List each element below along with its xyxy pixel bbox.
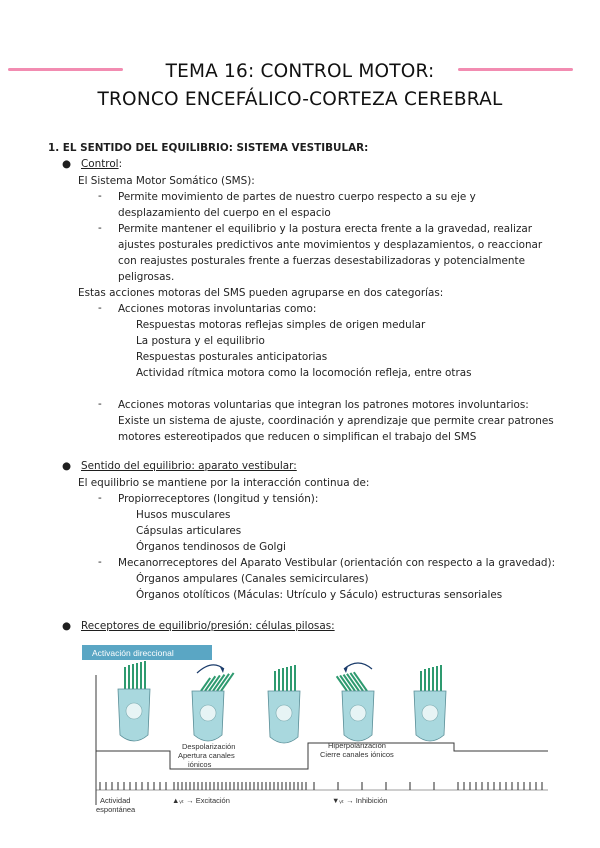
mechano-item: Órganos otolíticos (Máculas: Utrículo y Sáculo) estructuras sensoriales [136,589,503,601]
dash-marker: - [98,222,102,234]
hair-cell-4 [336,663,374,741]
voluntary-line-1: Acciones motoras voluntarias que integran los patrones motores involuntarios: [118,399,529,411]
voluntary-line-3: motores estereotipados que reducen o simplifican el trabajo del SMS [118,431,477,443]
control-item-2-line-3: con reajustes posturales frente a fuerzas desestabilizadoras y potencialmente [118,255,525,267]
involuntary-label: Acciones motoras involuntarias como: [118,303,317,315]
spike-train [100,782,542,790]
control-intro: El Sistema Motor Somático (SMS): [78,175,255,187]
involuntary-item: Respuestas posturales anticipatorias [136,351,328,363]
proprio-item: Cápsulas articulares [136,525,242,537]
depol-label: Apertura canales [178,751,235,760]
bullet-control-label: Control [81,158,119,170]
bullet-dot: ● [62,158,72,170]
page-title-line1: TEMA 16: CONTROL MOTOR: [165,61,435,82]
control-item-1-line-2: desplazamiento del cuerpo en el espacio [118,207,331,219]
dash-marker: - [98,398,102,410]
control-item-2-line-1: Permite mantener el equilibrio y la postura erecta frente a la gravedad, realizar [118,223,533,235]
bullet-control [62,158,122,170]
figure-header-text: Activación direccional [92,648,174,658]
bullet-receptors-label: Receptores de equilibrio/presión: células pilosas: [81,620,335,632]
spont-label: espontánea [96,805,136,814]
proprio-item: Órganos tendinosos de Golgi [136,541,286,553]
proprio-item: Husos musculares [136,509,231,521]
mechano-label: Mecanorreceptores del Aparato Vestibular (orientación con respecto a la gravedad): [118,557,556,569]
hair-cell-activation-figure [82,645,552,825]
bullet-dot: ● [62,620,72,632]
dash-marker: - [98,190,102,202]
dash-marker: - [98,492,102,504]
hair-cell-3 [268,665,300,743]
bullet-dot: ● [62,460,72,472]
hyper-label: Cierre canales iónicos [320,750,394,759]
excitation-label: ▲ᵥₜ → Excitación [172,796,230,805]
control-item-2-line-4: peligrosas. [118,271,175,283]
proprio-label: Propiorreceptores (longitud y tensión): [118,493,319,505]
hyper-label: Hiperpolarización [328,741,386,750]
mechano-item: Órganos ampulares (Canales semicirculares) [136,573,369,585]
hair-cell-1 [118,661,150,741]
bullet-control-colon: : [118,158,123,170]
depol-label: iónicos [188,760,212,769]
bullet-sense-label: Sentido del equilibrio: aparato vestibular: [81,460,297,472]
categories-intro: Estas acciones motoras del SMS pueden agruparse en dos categorías: [78,287,444,299]
bullet-sense [62,460,297,472]
section-heading: 1. EL SENTIDO DEL EQUILIBRIO: SISTEMA VESTIBULAR: [48,142,369,154]
dash-marker: - [98,556,102,568]
control-item-1-line-1: Permite movimiento de partes de nuestro cuerpo respecto a su eje y [118,191,476,203]
hair-cell-5 [414,665,446,741]
involuntary-item: La postura y el equilibrio [136,335,265,347]
spont-label: Actividad [100,796,131,805]
depol-label: Despolarización [182,742,236,751]
sense-intro: El equilibrio se mantiene por la interacción continua de: [78,477,370,489]
voluntary-line-2: Existe un sistema de ajuste, coordinación y aprendizaje que permite crear patrones [118,415,554,427]
bullet-receptors [62,620,335,632]
inhibition-label: ▼ᵥₜ → Inhibición [332,796,388,805]
dash-marker: - [98,302,102,314]
involuntary-item: Actividad rítmica motora como la locomoción refleja, entre otras [136,367,472,379]
involuntary-item: Respuestas motoras reflejas simples de origen medular [136,319,426,331]
control-item-2-line-2: ajustes posturales predictivos ante movimientos y desplazamientos, o reaccionar [118,239,543,251]
hair-cell-2 [192,665,234,741]
page-title-line2: TRONCO ENCEFÁLICO-CORTEZA CEREBRAL [97,89,503,110]
